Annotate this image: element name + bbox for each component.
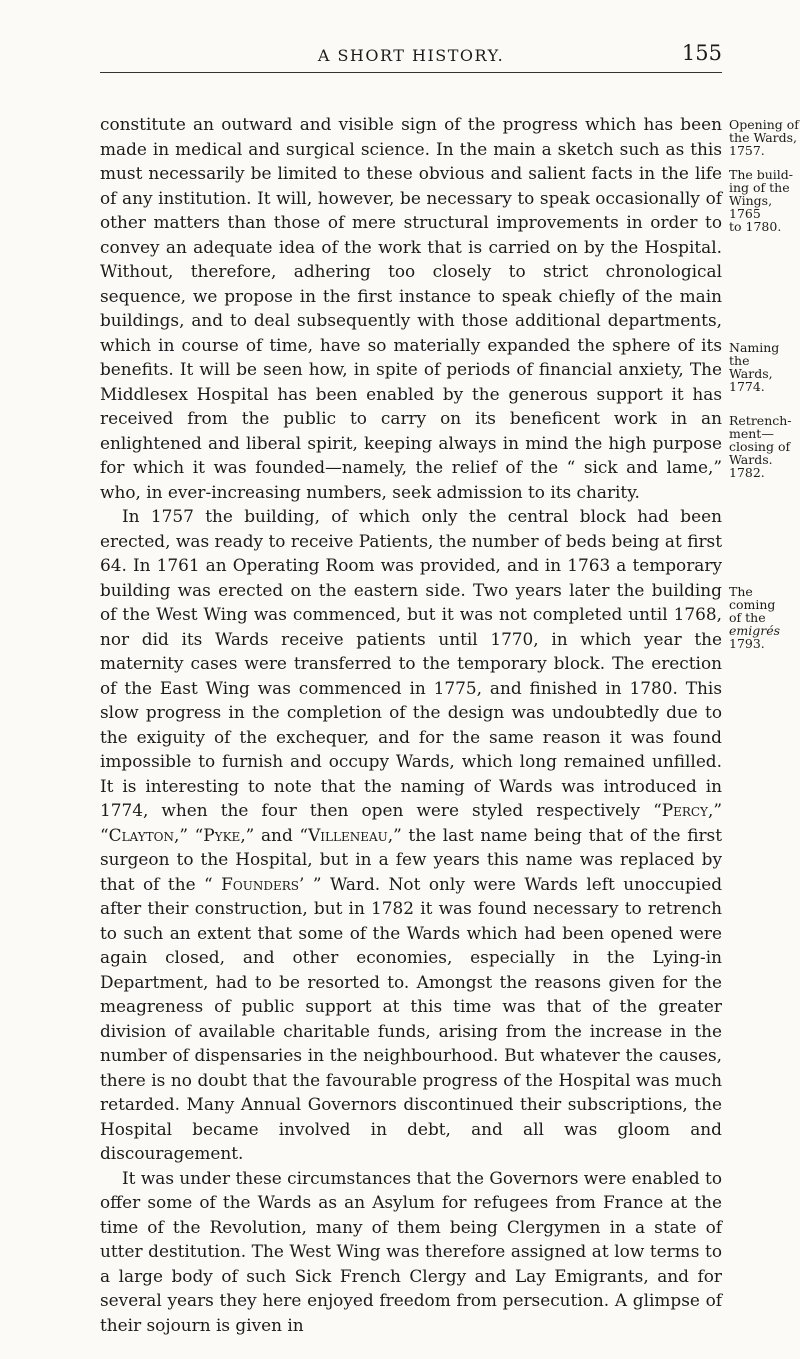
paragraph-2-part-3: ” Ward. Not only were Wards left unoccupied after their construction, but in 1782 it was found necessary to retrench to such an extent that some of the Wards which had been opened were again closed, and other economies, especially in the Lying-in Department, had to be resorted to. Amongst the reasons given for the meagreness of public support at this time was that of the greater division of available charitable funds, arising from the increase in the number of dispensaries in the neighbourhood. But whatever the causes, there is no doubt that the favourable progress of the Hospital was much retarded. Many Annual Governors discontinued their subscriptions, the Hospital became involved in debt, and all was gloom and discouragement. [100,873,722,1163]
margin-note-naming-wards: Naming the Wards, 1774. [729,340,780,394]
margin-note-emigres-pre: The coming of the [729,584,776,625]
ward-name-pyke: Pyke [203,824,241,845]
page-number: 155 [681,41,722,65]
paragraph-2-part-2: ,” the last name being that of the first surgeon to the Hospital, but in a few years this name was replaced by that of the “ [100,824,722,894]
margin-note-emigres-post: 1793. [729,636,765,651]
ward-name-percy: Percy [661,800,708,820]
paragraph-2 [100,504,722,1166]
separator-3: ,” and “ [240,824,309,845]
paragraph-2-part-1: In 1757 the building, of which only the central block had been erected, was ready to receive Patients, the number of beds being at first 64. In 1761 an Operating Room was provided, and in 1763 a temporary building was erected on the eastern side. Two years later the building of the West Wing was commenced, but it was not completed until 1768, nor did its Wards receive patients until 1770, in which year the maternity cases were transferred to the temporary block. The erection of the East Wing was commenced in 1775, and finished in 1780. This slow progress in the completion of the design was undoubtedly due to the exiguity of the exchequer, and for the same reason it was found impossible to furnish and occupy Wards, which long remained unfilled. It is interesting to note that the naming of Wards was introduced in 1774, when the four then open were styled respectively “ [100,506,722,820]
ward-name-villeneau: Villeneau [308,824,388,845]
margin-note-emigres-italic: emigrés [729,623,781,638]
margin-note-emigres [729,585,799,650]
ward-name-clayton: Clayton [108,824,174,845]
body-text [100,112,722,1337]
paragraph-1: constitute an outward and visible sign of the progress which has been made in medical and surgical science. In the main a sketch such as this must necessarily be limited to these obvious and salient facts in the life of any institution. It will, however, be necessary to speak occasionally of other matters than those of mere structural improvements in order to convey an adequate idea of the work that is carried on by the Hospital. Without, therefore, adhering too closely to strict chronological sequence, we propose in the first instance to speak chiefly of the main buildings, and to deal subsequently with those additional departments, which in course of time, have so materially expanded the sphere of its benefits. It will be seen how, in spite of periods of financial anxiety, The Middlesex Hospital has been enabled by the generous support it has received from the public to carry on its beneficent work in an enlightened and liberal spirit, keeping always in mind the high purpose for which it was founded—namely, the relief of the “ sick and lame,” who, in ever-increasing numbers, seek admission to its charity. [100,114,722,502]
margin-note-opening-wards: Opening of the Wards, 1757. [729,117,799,158]
ward-name-founders: Founders’ [221,873,305,894]
margin-note-retrenchment: Retrench- ment— closing of Wards. 1782. [729,413,792,480]
running-head: A SHORT HISTORY. [317,46,505,65]
paragraph-3: It was under these circumstances that the Governors were enabled to offer some of the Wards as an Asylum for refugees from France at the time of the Revolution, many of them being Clergymen in a state of utter destitution. The West Wing was therefore assigned at low terms to a large body of such Sick French Clergy and Lay Emigrants, and for several years they here enjoyed freedom from persecution. A glimpse of their sojourn is given in [100,1167,722,1335]
margin-note-building-wings: The build- ing of the Wings, 1765 to 1780. [729,167,794,234]
separator-1: ,” “ [100,800,722,845]
page-header [100,40,722,73]
separator-2: ,” “ [173,824,204,845]
